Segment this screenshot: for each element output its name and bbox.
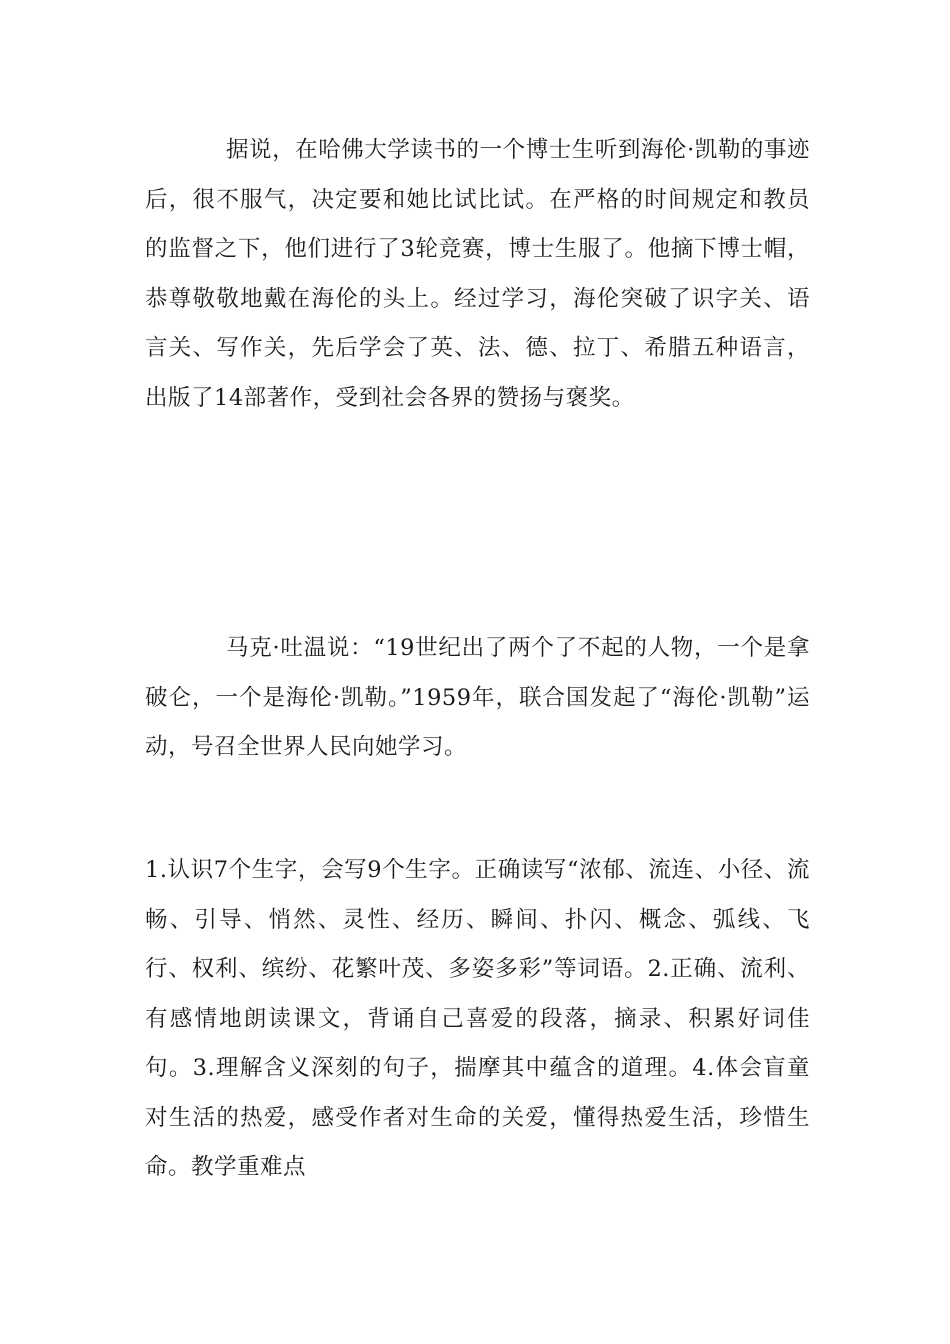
paragraph-mark-twain-quote: 马克·吐温说：“19世纪出了两个了不起的人物，一个是拿破仑，一个是海伦·凯勒。”1959年，联合国发起了“海伦·凯勒”运动，号召全世界人民向她学习。 bbox=[145, 635, 810, 760]
paragraph-teaching-objectives: 1.认识7个生字，会写9个生字。正确读写“浓郁、流连、小径、流畅、引导、悄然、灵性、经历、瞬间、扑闪、概念、弧线、飞行、权利、缤纷、花繁叶茂、多姿多彩”等词语。2.正确、流利、有感情地朗读课文，背诵自己喜爱的段落，摘录、积累好词佳句。3.理解含义深刻的句子，揣摩其中蕴含的道理。4.体会盲童对生活的热爱，感受作者对生命的关爱，懂得热爱生活，珍惜生命。教学重难点 bbox=[145, 857, 810, 1180]
paragraph-helen-keller-competition: 据说，在哈佛大学读书的一个博士生听到海伦·凯勒的事迹后，很不服气，决定要和她比试比试。在严格的时间规定和教员的监督之下，他们进行了3轮竞赛，博士生服了。他摘下博士帽，恭尊敬敬地戴在海伦的头上。经过学习，海伦突破了识字关、语言关、写作关，先后学会了英、法、德、拉丁、希腊五种语言，出版了14部著作，受到社会各界的赞扬与褒奖。 bbox=[145, 137, 810, 411]
